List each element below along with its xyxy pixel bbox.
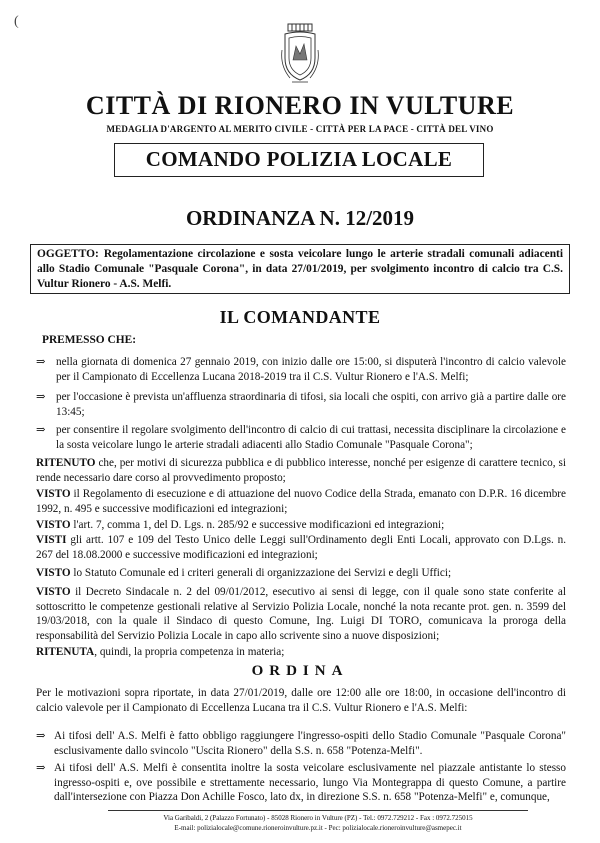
- city-name: CITTÀ DI RIONERO IN VULTURE: [85, 91, 515, 120]
- subject-text: Regolamentazione circolazione e sosta veicolare lungo le arterie stradali comunali adiacenti allo Stadio Comunale "Pasquale Corona", in data 27/01/2019, per svolgimento incontro di calcio tra C.S. Vultur Rionero - A.S. Melfi.: [37, 248, 563, 290]
- arrow-icon: ⇒: [36, 391, 46, 403]
- department-box: [114, 143, 484, 177]
- ordina-heading: ORDINA: [251, 663, 349, 679]
- arrow-icon: ⇒: [36, 730, 46, 742]
- city-crest-icon: [280, 20, 320, 86]
- premesso-heading: PREMESSO CHE:: [42, 334, 136, 346]
- recital-paragraph: VISTO lo Statuto Comunale ed i criteri generali di organizzazione dei Servizi e degli Uffici;: [36, 567, 452, 579]
- premesso-item: ⇒ per consentire il regolare svolgimento dell'incontro di calcio di cui trattasi, necessita disciplinare la circolazione e la sosta veicolare lungo le arterie stradali adiacenti allo Stadio Comunale "Pasquale Corona";: [36, 424, 566, 451]
- subject-box: [30, 244, 570, 294]
- recital-paragraph: VISTO il Decreto Sindacale n. 2 del 09/01/2012, esecutivo ai sensi di legge, con il quale sono state conferite al sottoscritto le competenze gestionali relative al Servizio Polizia Locale, nonché la nota recante prot. gen. n. 3599 del 19/03/2018, con la quale il Sindaco di questo Comune, Ing. Luigi DI TORO, comunicava la proroga della responsabilità del Servizio Polizia Locale in capo allo scrivente sino a nuove disposizioni;: [36, 586, 566, 642]
- footer-address: Via Garibaldi, 2 (Palazzo Fortunato) - 85028 Rionero in Vulture (PZ) - Tel.: 0972.729212 - Fax : 0972.725015: [163, 814, 473, 822]
- arrow-icon: ⇒: [36, 424, 46, 436]
- margin-mark: (: [14, 14, 19, 29]
- subject-label: OGGETTO:: [37, 248, 99, 260]
- recital-paragraph: RITENUTA, quindi, la propria competenza in materia;: [36, 646, 285, 658]
- premesso-item: ⇒ per l'occasione è prevista un'affluenza straordinaria di tifosi, sia locali che ospiti, con arrivo già a partire dalle ore 13:45;: [36, 391, 566, 418]
- arrow-icon: ⇒: [36, 356, 46, 368]
- ordina-item: ⇒ Ai tifosi dell' A.S. Melfi è fatto obbligo raggiungere l'ingresso-ospiti dello Stadio Comunale "Pasquale Corona" esclusivamente dallo svincolo "Uscita Rionero" della S.S. n. 658 "Potenza-Melfi".: [36, 730, 566, 757]
- footer: [108, 810, 528, 836]
- ordina-item: ⇒ Ai tifosi dell' A.S. Melfi è consentita inoltre la sosta veicolare esclusivamente nel piazzale antistante lo stesso ingresso-ospiti e, ove possibile e strettamente necessario, lungo Via Montegrappa di questo Comune, a partire dall'intersezione con Piazza Don Achille Fosco, lato dx, in direzione S.S. n. 658 "Potenza-Melfi" e, comunque,: [36, 762, 566, 804]
- premesso-item: ⇒ nella giornata di domenica 27 gennaio 2019, con inizio dalle ore 15:00, si disputerà l'incontro di calcio valevole per il Campionato di Eccellenza Lucana 2018-2019 tra il C.S. Vultur Rionero e l'A.S. Melfi;: [36, 356, 566, 383]
- recital-paragraph: VISTO l'art. 7, comma 1, del D. Lgs. n. 285/92 e successive modificazioni ed integrazioni;: [36, 519, 445, 531]
- recital-paragraph: VISTI gli artt. 107 e 109 del Testo Unico delle Leggi sull'Ordinamento degli Enti Locali, approvato con D.Lgs. n. 267 del 18.08.2000 e successive modificazioni ed integrazioni;: [36, 534, 566, 561]
- footer-contacts: E-mail: polizialocale@comune.rioneroinvulture.pz.it - Pec: polizialocale.rioneroinvulture@asmepec.it: [174, 824, 462, 832]
- arrow-icon: ⇒: [36, 762, 46, 774]
- department-name: COMANDO POLIZIA LOCALE: [145, 147, 453, 171]
- city-motto: MEDAGLIA D'ARGENTO AL MERITO CIVILE - CITTÀ PER LA PACE - CITTÀ DEL VINO: [106, 124, 494, 134]
- ordina-intro: Per le motivazioni sopra riportate, in data 27/01/2019, dalle ore 12:00 alle ore 18:00, in occasione dell'incontro di calcio valevole per il Campionato di Eccellenza Lucana tra il C.S. Vultur Rionero e l'A.S. Melfi:: [36, 687, 566, 714]
- authority-heading: IL COMANDANTE: [219, 307, 381, 327]
- recital-paragraph: VISTO il Regolamento di esecuzione e di attuazione del nuovo Codice della Strada, emanato con D.P.R. 16 dicembre 1992, n. 495 e successive modificazioni ed integrazioni;: [36, 488, 566, 515]
- recital-paragraph: RITENUTO che, per motivi di sicurezza pubblica e di pubblico interesse, nonché per esigenze di carattere tecnico, si rende necessario dare corso al provvedimento proposto;: [36, 457, 566, 484]
- ordinance-title: ORDINANZA N. 12/2019: [185, 206, 415, 230]
